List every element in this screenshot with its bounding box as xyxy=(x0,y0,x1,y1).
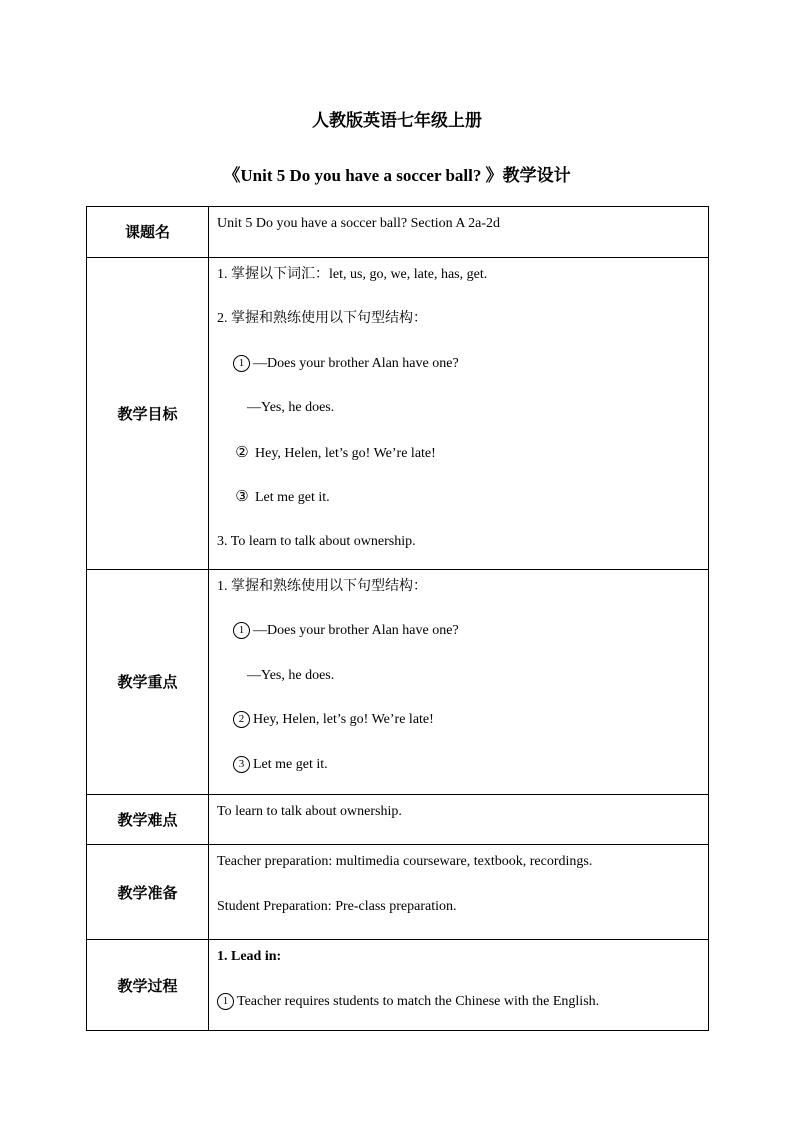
row-objectives xyxy=(87,257,709,569)
objective-sentence-1 xyxy=(217,352,708,397)
objective-structures: 2. 掌握和熟练使用以下句型结构： xyxy=(217,311,427,326)
sentence-text: Hey, Helen, let’s go! We’re late! xyxy=(253,712,434,727)
difficulty-text: To learn to talk about ownership. xyxy=(217,803,402,819)
number-badge: 1 xyxy=(233,622,250,639)
row-process xyxy=(87,940,709,1031)
document-subtitle: 《Unit 5 Do you have a soccer ball? 》教学设计 xyxy=(223,166,571,185)
teacher-preparation: Teacher preparation: multimedia courseware, textbook, recordings. xyxy=(217,854,593,869)
content-preparation xyxy=(209,845,709,940)
number-badge: ② xyxy=(235,444,249,461)
sentence-text: —Does your brother Alan have one? xyxy=(253,355,459,371)
content-objectives xyxy=(209,257,709,569)
number-badge: 2 xyxy=(233,711,250,728)
student-preparation: Student Preparation: Pre-class preparation. xyxy=(217,898,457,914)
number-badge: 1 xyxy=(217,993,234,1010)
label-objectives: 教学目标 xyxy=(87,257,209,569)
content-keypoints xyxy=(209,569,709,794)
process-step-1 xyxy=(217,990,708,1028)
keypoint-sentence-2 xyxy=(217,708,708,753)
sentence-text: Hey, Helen, let’s go! We’re late! xyxy=(255,445,436,461)
keypoint-structures: 1. 掌握和熟练使用以下句型结构： xyxy=(217,578,427,594)
keypoint-sentence-3 xyxy=(217,753,708,791)
keypoint-answer-1: —Yes, he does. xyxy=(247,667,335,683)
objective-vocab: 1. 掌握以下词汇：let, us, go, we, late, has, get. xyxy=(217,266,488,282)
objective-sentence-2 xyxy=(217,441,708,486)
label-keypoints: 教学重点 xyxy=(87,569,209,794)
label-difficulties: 教学难点 xyxy=(87,794,209,845)
content-process xyxy=(209,940,709,1031)
label-preparation: 教学准备 xyxy=(87,845,209,940)
number-badge: ③ xyxy=(235,489,249,505)
process-step-heading xyxy=(217,945,708,990)
sentence-text: Let me get it. xyxy=(255,490,330,505)
content-difficulties xyxy=(209,794,709,845)
objective-sentence-3 xyxy=(217,485,708,530)
number-badge: 3 xyxy=(233,756,250,773)
label-process: 教学过程 xyxy=(87,940,209,1031)
label-topic: 课题名 xyxy=(87,207,209,258)
sentence-text: —Does your brother Alan have one? xyxy=(253,623,459,638)
number-badge: 1 xyxy=(233,355,250,372)
row-topic xyxy=(87,207,709,258)
keypoint-sentence-1 xyxy=(217,619,708,664)
row-difficulties xyxy=(87,794,709,845)
document-title: 人教版英语七年级上册 xyxy=(312,111,482,130)
row-preparation xyxy=(87,845,709,940)
step-text: Teacher requires students to match the Chinese with the English. xyxy=(237,993,600,1009)
lesson-plan-table xyxy=(86,206,709,1031)
objective-answer-1: —Yes, he does. xyxy=(247,400,335,415)
step-title: 1. Lead in: xyxy=(217,949,282,964)
objective-ownership: 3. To learn to talk about ownership. xyxy=(217,533,416,549)
sentence-text: Let me get it. xyxy=(253,756,328,772)
row-keypoints xyxy=(87,569,709,794)
content-topic xyxy=(209,207,709,258)
topic-text: Unit 5 Do you have a soccer ball? Section A 2a-2d xyxy=(217,216,501,231)
